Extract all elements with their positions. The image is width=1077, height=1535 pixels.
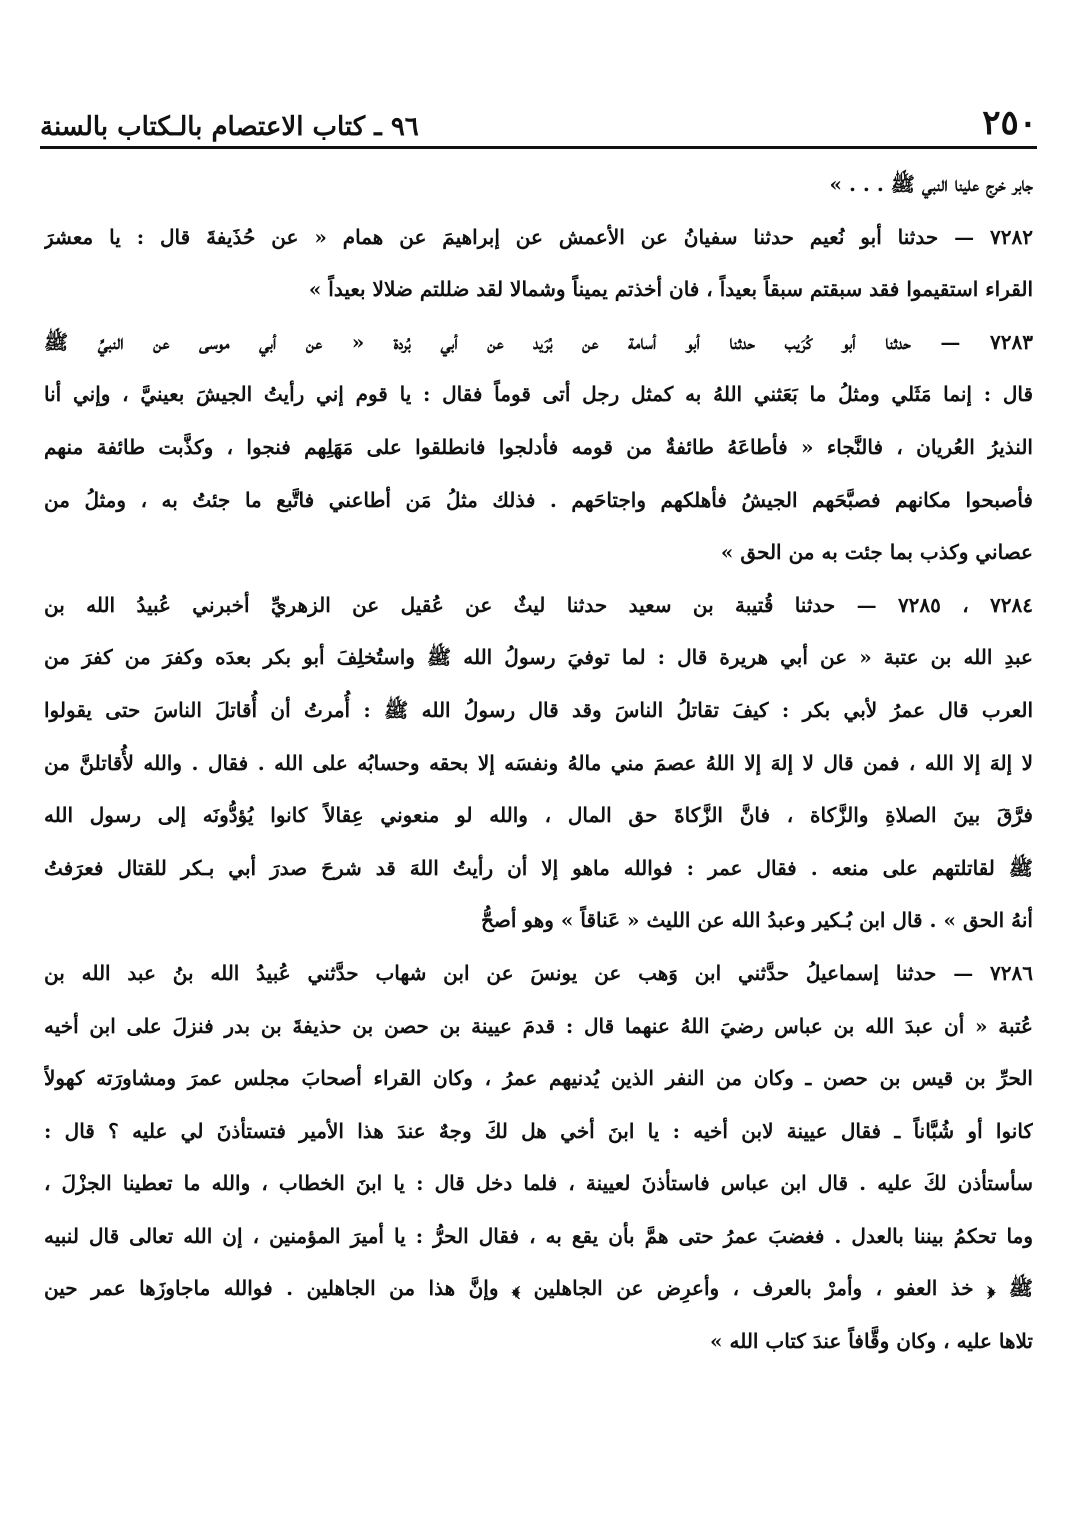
text-line: ﷺ ﴿ خذ العفو ، وأمرْ بالعرف ، وأعرِض عن الجاهلين ﴾ وإنَّ هذا من الجاهلين . فوالله ماجاوزَها عمر حين bbox=[44, 1276, 1033, 1301]
text-line: عُتبة « أن عبدَ الله بن عباس رضيَ اللهُ عنهما قال : قدمَ عيينة بن حصن بن حذيفةَ بن بدر فنزلَ على ابن أخيه bbox=[44, 1013, 1033, 1038]
text-line: الحرِّ بن قيس بن حصن ـ وكان من النفر الذين يُدنيهم عمرُ ، وكان القراء أصحابَ مجلس عمرَ ومشاورَته كهولاً bbox=[44, 1066, 1033, 1091]
text-line: ٧٢٨٣ — حدثنا أبو كُرَيب حدثنا أبو أسامة عن بُرَيد عن أبي بُردة « عن أبي موسى عن النبيِّ ﷺ bbox=[44, 329, 1033, 354]
text-line: العرب قال عمرُ لأبي بكر : كيفَ تقاتلُ الناسَ وقد قال رسولُ الله ﷺ : أُمرتُ أن أُقاتلَ الناسَ حتى يقولوا bbox=[44, 697, 1033, 722]
text-line: عصاني وكذب بما جئت به من الحق » bbox=[720, 540, 1033, 565]
header-rule bbox=[40, 146, 1037, 149]
text-line: جابر خرج علينا النبي ﷺ . . . » bbox=[829, 172, 1033, 196]
page-number: ٢٥٠ bbox=[982, 103, 1037, 143]
text-line: قال : إنما مَثَلي ومثلُ ما بَعَثني اللهُ به كمثل رجل أتى قوماً فقال : يا قوم إني رأيتُ الجيشَ بعينيَّ ، وإني أنا bbox=[44, 382, 1033, 407]
text-line: فأصبحوا مكانهم فصبَّحَهم الجيشُ فأهلكهم واجتاحَهم . فذلك مثلُ مَن أطاعني فاتَّبع ما جئتُ به ، ومثلُ من bbox=[44, 487, 1033, 512]
text-line: النذيرُ العُريان ، فالنَّجاء « فأطاعَهُ طائفةٌ من قومه فأدلجوا فانطلقوا على مَهَلِهم فنجوا ، وكذَّبت طائفة منهم bbox=[44, 434, 1033, 459]
page-header bbox=[40, 92, 1037, 143]
text-line: ٧٢٨٤ ، ٧٢٨٥ — حدثنا قُتيبة بن سعيد حدثنا ليثٌ عن عُقيل عن الزهريِّ أخبرني عُبيدُ الله بن bbox=[44, 592, 1033, 617]
text-line: كانوا أو شُبَّاناً ـ فقال عيينة لابن أخيه : يا ابنَ أخي هل لكَ وجهٌ عندَ هذا الأمير فتستأذنَ لي عليه ؟ قال : bbox=[44, 1118, 1033, 1143]
text-line: سأستأذن لكَ عليه . قال ابن عباس فاستأذنَ لعيينة ، فلما دخل قال : يا ابنَ الخطاب ، والله ما تعطينا الجزْلَ ، bbox=[44, 1171, 1033, 1196]
text-line: فرَّقَ بينَ الصلاةِ والزَّكاة ، فانَّ الزَّكاةَ حق المال ، والله لو منعوني عِقالاً كانوا يُؤدُّونَه إلى رسول الله bbox=[44, 803, 1033, 828]
text-line: وما تحكمُ بيننا بالعدل . فغضبَ عمرُ حتى همَّ بأن يقع به ، فقال الحرُّ : يا أميرَ المؤمنين ، إن الله تعالى قال لنبيه bbox=[44, 1223, 1033, 1248]
text-line: القراء استقيموا فقد سبقتم سبقاً بعيداً ، فان أخذتم يميناً وشمالا لقد ضللتم ضلالا بعيداً » bbox=[308, 277, 1033, 302]
text-line: أنهُ الحق » . قال ابن بُـكير وعبدُ الله عن الليث « عَناقاً » وهو أصحُّ bbox=[481, 908, 1033, 933]
running-title: ٩٦ ـ كتاب الاعتصام بالـكتاب بالسنة bbox=[40, 112, 419, 142]
text-line: ٧٢٨٦ — حدثنا إسماعيلُ حدَّثني ابن وَهب عن يونسَ عن ابن شهاب حدَّثني عُبيدُ الله بنُ عبد الله بن bbox=[44, 960, 1033, 985]
text-line: ﷺ لقاتلتهم على منعه . فقال عمر : فوالله ماهو إلا أن رأيتُ اللهَ قد شرحَ صدرَ أبي بـكر للقتال فعرَفتُ bbox=[44, 855, 1033, 880]
text-line: ٧٢٨٢ — حدثنا أبو نُعيم حدثنا سفيانُ عن الأعمش عن إبراهيمَ عن همام « عن حُذَيفةَ قال : يا معشرَ bbox=[44, 224, 1033, 249]
text-line: لا إلهَ إلا الله ، فمن قال لا إلهَ إلا اللهُ عصمَ مني مالهُ ونفسَه إلا بحقه وحسابُه على الله . فقال . والله لأُقاتلنَّ من bbox=[44, 750, 1033, 775]
text-line: تلاها عليه ، وكان وقَّافاً عندَ كتاب الله » bbox=[710, 1329, 1033, 1354]
body-text bbox=[44, 158, 1033, 1368]
text-line: عبدِ الله بن عتبة « عن أبي هريرة قال : لما توفيَ رسولُ الله ﷺ واستُخلِفَ أبو بكر بعدَه وكفرَ من كفرَ من bbox=[44, 645, 1033, 670]
